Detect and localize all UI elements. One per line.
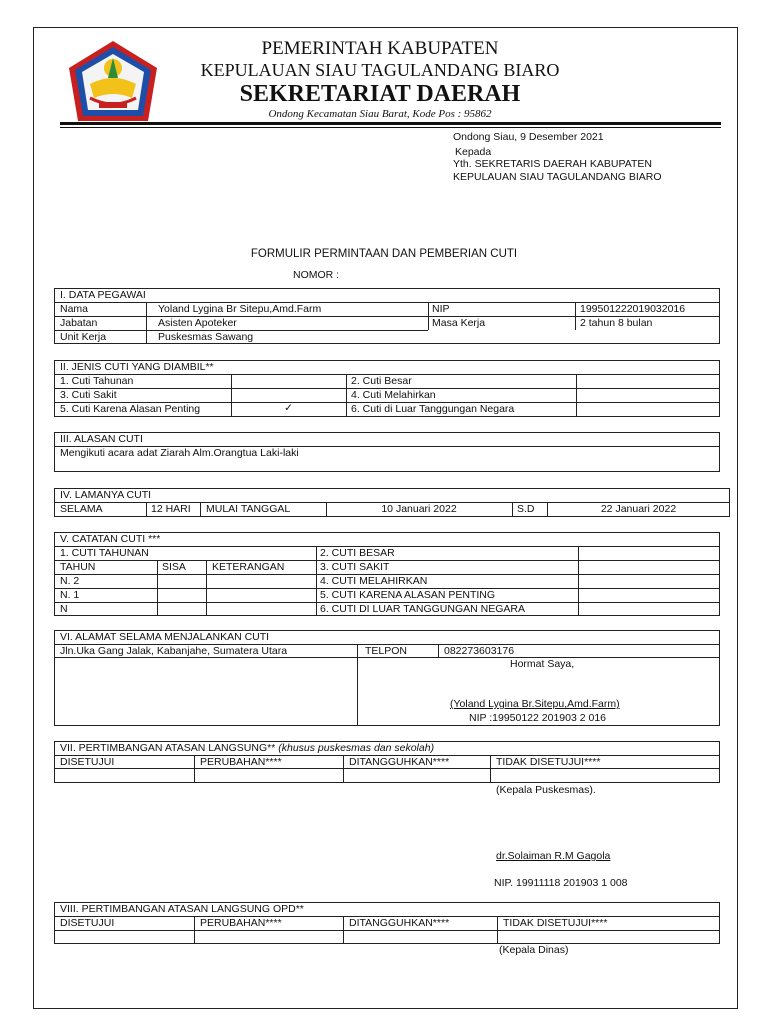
section-4-heading: IV. LAMANYA CUTI [60, 489, 152, 501]
unit-kerja-label: Unit Kerja [60, 331, 107, 343]
mulai-tanggal-label: MULAI TANGGAL [206, 503, 291, 515]
header-office: SEKRETARIAT DAERAH [239, 81, 521, 107]
catatan-cuti-tahunan: 1. CUTI TAHUNAN [60, 547, 149, 559]
s8-disetujui: DISETUJUI [60, 917, 115, 929]
section-3-heading: III. ALASAN CUTI [60, 433, 143, 445]
cuti-besar-option: 2. Cuti Besar [351, 375, 412, 387]
sd-label: S.D [517, 503, 535, 515]
s7-ditangguhkan: DITANGGUHKAN**** [349, 756, 450, 768]
cuti-luar-tanggungan-option: 6. Cuti di Luar Tanggungan Negara [351, 403, 515, 415]
pemohon-nip: NIP :19950122 201903 2 016 [469, 712, 607, 724]
catatan-cuti-sakit: 3. CUTI SAKIT [320, 561, 390, 573]
letter-date: Ondong Siau, 9 Desember 2021 [453, 131, 604, 143]
s8-perubahan: PERUBAHAN**** [200, 917, 282, 929]
masa-kerja-value: 2 tahun 8 bulan [580, 317, 653, 329]
header-address: Ondong Kecamatan Siau Barat, Kode Pos : 95862 [268, 108, 492, 120]
form-number-label: NOMOR : [293, 269, 340, 281]
s7-tidak-disetujui: TIDAK DISETUJUI**** [496, 756, 601, 768]
letter-kepada: Kepada [455, 146, 492, 158]
kepala-puskesmas-nip: NIP. 19911118 201903 1 008 [494, 877, 628, 889]
header-government: PEMERINTAH KABUPATEN [261, 38, 499, 59]
end-date: 22 Januari 2022 [600, 503, 677, 515]
selama-label: SELAMA [60, 503, 103, 515]
section-8-heading: VIII. PERTIMBANGAN ATASAN LANGSUNG OPD** [60, 903, 304, 915]
telpon-label: TELPON [365, 645, 408, 657]
header-divider-thick [60, 122, 721, 125]
section-1-heading: I. DATA PEGAWAI [60, 289, 146, 301]
letter-recipient-1: Yth. SEKRETARIS DAERAH KABUPATEN [453, 158, 652, 170]
row-n1: N. 1 [60, 589, 80, 601]
s8-tidak-disetujui: TIDAK DISETUJUI**** [503, 917, 608, 929]
s8-ditangguhkan: DITANGGUHKAN**** [349, 917, 450, 929]
hormat-saya: Hormat Saya, [510, 658, 575, 670]
catatan-cuti-alasan-penting: 5. CUTI KARENA ALASAN PENTING [320, 589, 496, 601]
col-sisa: SISA [162, 561, 186, 573]
nip-label: NIP [432, 303, 450, 315]
kepala-dinas-role: (Kepala Dinas) [499, 944, 569, 956]
letter-recipient-2: KEPULAUAN SIAU TAGULANDANG BIARO [453, 171, 662, 183]
alamat-value: Jln.Uka Gang Jalak, Kabanjahe, Sumatera Utara [60, 645, 288, 657]
alasan-cuti-text: Mengikuti acara adat Ziarah Alm.Orangtua Laki-laki [60, 447, 299, 459]
pemohon-name: (Yoland Lygina Br.Sitepu,Amd.Farm) [450, 698, 620, 710]
kepala-puskesmas-name: dr.Solaiman R.M Gagola [496, 850, 611, 862]
cuti-melahirkan-option: 4. Cuti Melahirkan [351, 389, 436, 401]
header-divider-thin [60, 127, 721, 128]
telpon-value: 082273603176 [444, 645, 515, 657]
form-title: FORMULIR PERMINTAAN DAN PEMBERIAN CUTI [250, 248, 518, 260]
row-n2: N. 2 [60, 575, 80, 587]
nama-label: Nama [60, 303, 89, 315]
masa-kerja-label: Masa Kerja [432, 317, 486, 329]
section-5-heading: V. CATATAN CUTI *** [60, 533, 161, 545]
nama-value: Yoland Lygina Br Sitepu,Amd.Farm [158, 303, 322, 315]
start-date: 10 Januari 2022 [381, 503, 457, 515]
s7-disetujui: DISETUJUI [60, 756, 115, 768]
col-tahun: TAHUN [60, 561, 96, 573]
section-6-heading: VI. ALAMAT SELAMA MENJALANKAN CUTI [60, 631, 270, 643]
section-7-heading: VII. PERTIMBANGAN ATASAN LANGSUNG** (khusus puskesmas dan sekolah) [60, 742, 435, 754]
catatan-cuti-besar: 2. CUTI BESAR [320, 547, 395, 559]
s7-perubahan: PERUBAHAN**** [200, 756, 282, 768]
catatan-cuti-melahirkan: 4. CUTI MELAHIRKAN [320, 575, 428, 587]
unit-kerja-value: Puskesmas Sawang [158, 331, 254, 343]
regency-emblem-logo [66, 38, 160, 124]
cuti-alasan-penting-option: 5. Cuti Karena Alasan Penting [60, 403, 201, 415]
durasi-hari: 12 HARI [151, 503, 191, 515]
jabatan-value: Asisten Apoteker [158, 317, 237, 329]
row-n: N [60, 603, 68, 615]
cuti-tahunan-option: 1. Cuti Tahunan [60, 375, 134, 387]
kepala-puskesmas-role: (Kepala Puskesmas). [496, 784, 596, 796]
col-keterangan: KETERANGAN [212, 561, 285, 573]
checkmark-icon: ✓ [284, 402, 293, 414]
jabatan-label: Jabatan [60, 317, 98, 329]
cuti-sakit-option: 3. Cuti Sakit [60, 389, 117, 401]
nip-value: 199501222019032016 [580, 303, 686, 315]
header-regency: KEPULAUAN SIAU TAGULANDANG BIARO [200, 60, 560, 80]
catatan-cuti-luar-tanggungan: 6. CUTI DI LUAR TANGGUNGAN NEGARA [320, 603, 525, 615]
section-2-heading: II. JENIS CUTI YANG DIAMBIL** [60, 361, 214, 373]
